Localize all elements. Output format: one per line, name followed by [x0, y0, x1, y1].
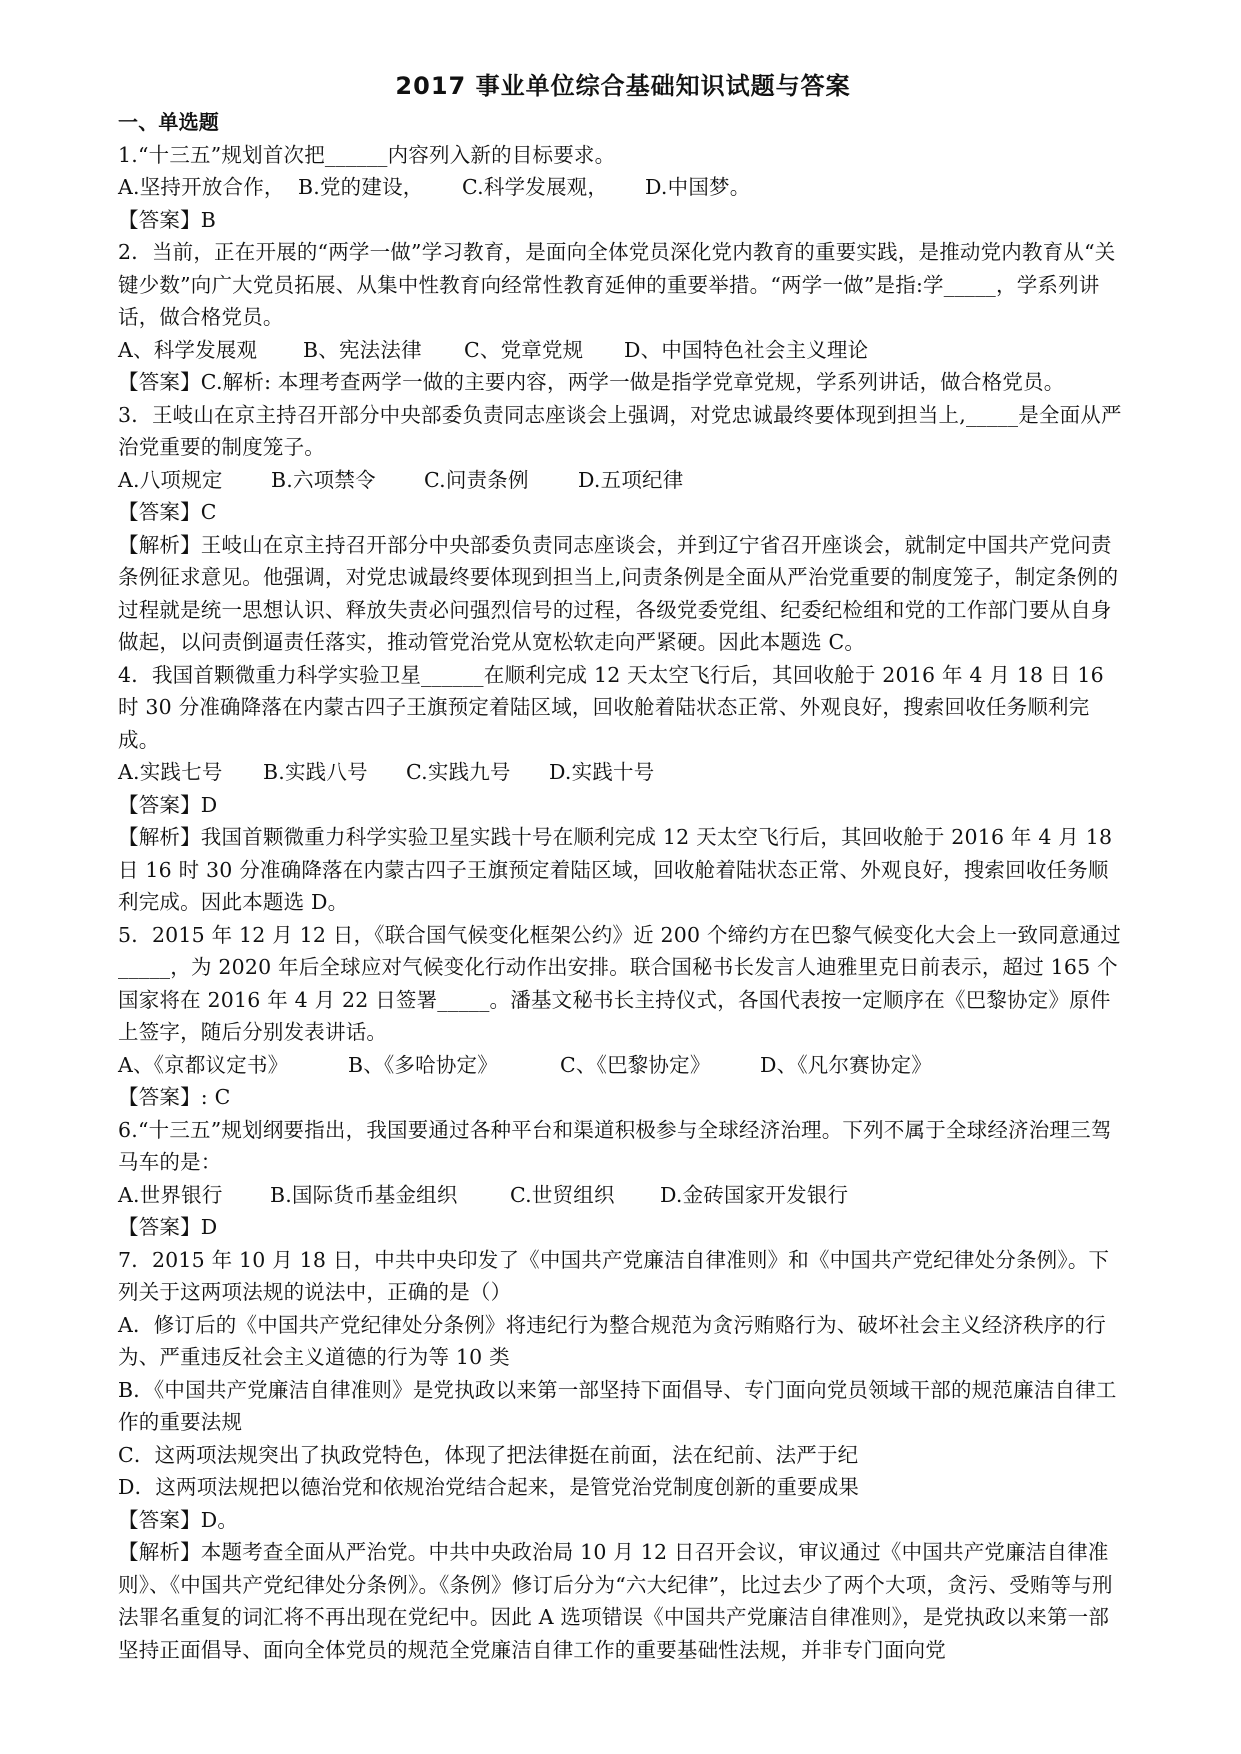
option-d-q7: D．这两项法规把以德治党和依规治党结合起来，是管党治党制度创新的重要成果	[118, 1475, 860, 1499]
answer-5: 【答案】: C	[118, 1085, 231, 1109]
option-c: C、《巴黎协定》	[560, 1052, 711, 1077]
question-6: 6.“十三五”规划纲要指出，我国要通过各种平台和渠道积极参与全球经济治理。下列不属于全球经济治理三驾马车的是：	[118, 1117, 1112, 1174]
options-q5	[118, 1049, 1128, 1082]
option-a: A.实践七号	[118, 760, 223, 784]
option-b: B、宪法法律	[303, 337, 422, 362]
answer-3: 【答案】C	[118, 500, 217, 524]
option-b: B、《多哈协定》	[348, 1052, 498, 1077]
option-b: B.六项禁令	[271, 467, 376, 492]
option-a: A.坚持开放合作，	[118, 175, 285, 199]
explanation-7: 【解析】本题考查全面从严治党。中共中央政治局 10 月 12 日召开会议，审议通过《中国共产党廉洁自律准则》、《中国共产党纪律处分条例》。《条例》修订后分为“六大纪律”，比过去少了两个大项，贪污、受贿等与刑法罪名重复的词汇将不再出现在党纪中。因此 A 选项错误《中国共产党廉洁自律准则》，是党执政以来第一部坚持正面倡导、面向全体党员的规范全党廉洁自律工作的重要基础性法规，并非专门面向党	[118, 1540, 1113, 1662]
option-b-q7: B．《中国共产党廉洁自律准则》是党执政以来第一部坚持下面倡导、专门面向党员领域干部的规范廉洁自律工作的重要法规	[118, 1377, 1117, 1434]
option-b: B.党的建设，	[298, 175, 424, 199]
options-q1	[118, 171, 1128, 204]
option-c: C.问责条例	[424, 467, 529, 492]
question-3: 3．王岐山在京主持召开部分中央部委负责同志座谈会上强调，对党忠诚最终要体现到担当上,_____是全面从严治党重要的制度笼子。	[118, 402, 1122, 459]
question-2: 2．当前，正在开展的“两学一做”学习教育，是面向全体党员深化党内教育的重要实践，是推动党内教育从“关键少数”向广大党员拓展、从集中性教育向经常性教育延伸的重要举措。“两学一做”是指:学_____，学系列讲话，做合格党员。	[118, 240, 1116, 329]
answer-4: 【答案】D	[118, 792, 218, 817]
answer-1: 【答案】B	[118, 207, 217, 232]
option-c: C.科学发展观，	[462, 175, 609, 199]
option-d: D.五项纪律	[578, 467, 684, 492]
page-title: 2017 事业单位综合基础知识试题与答案	[395, 72, 851, 100]
option-a: A.八项规定	[118, 467, 223, 492]
options-q2	[118, 334, 1128, 367]
option-b: B.国际货币基金组织	[270, 1182, 458, 1207]
option-d: D、《凡尔赛协定》	[760, 1052, 932, 1077]
question-4: 4．我国首颗微重力科学实验卫星______在顺利完成 12 天太空飞行后，其回收舱于 2016 年 4 月 18 日 16 时 30 分准确降落在内蒙古四子王旗预定着陆区域，回收舱着陆状态正常、外观良好，搜索回收任务顺利完成。	[118, 662, 1111, 752]
option-d: D、中国特色社会主义理论	[624, 337, 869, 362]
explanation-4: 【解析】我国首颗微重力科学实验卫星实践十号在顺利完成 12 天太空飞行后，其回收舱于 2016 年 4 月 18 日 16 时 30 分准确降落在内蒙古四子王旗预定着陆区域，回收舱着陆状态正常、外观良好，搜索回收任务顺利完成。因此本题选 D。	[118, 825, 1119, 914]
option-a: A.世界银行	[118, 1182, 223, 1207]
options-q3	[118, 464, 1128, 497]
option-c: C.世贸组织	[510, 1182, 615, 1207]
answer-7: 【答案】D。	[118, 1507, 239, 1532]
question-1: 1.“十三五”规划首次把______内容列入新的目标要求。	[118, 142, 616, 167]
option-a-q7: A．修订后的《中国共产党纪律处分条例》将违纪行为整合规范为贪污贿赂行为、破坏社会主义经济秩序的行为、严重违反社会主义道德的行为等 10 类	[118, 1312, 1106, 1369]
option-c: C、党章党规	[464, 337, 584, 362]
option-a: A、科学发展观	[118, 337, 258, 362]
answer-6: 【答案】D	[118, 1215, 218, 1239]
option-c: C.实践九号	[406, 760, 511, 784]
answer-2: 【答案】C.解析: 本理考查两学一做的主要内容，两学一做是指学党章党规，学系列讲话，做合格党员。	[118, 370, 1065, 394]
option-c-q7: C．这两项法规突出了执政党特色，体现了把法律挺在前面，法在纪前、法严于纪	[118, 1442, 859, 1467]
explanation-3: 【解析】王岐山在京主持召开部分中央部委负责同志座谈会，并到辽宁省召开座谈会，就制定中国共产党问责条例征求意见。他强调，对党忠诚最终要体现到担当上,问责条例是全面从严治党重要的制度笼子，制定条例的过程就是统一思想认识、释放失责必问强烈信号的过程，各级党委党组、纪委纪检组和党的工作部门要从自身做起，以问责倒逼责任落实，推动管党治党从宽松软走向严紧硬。因此本题选 C。	[118, 532, 1119, 654]
question-7: 7．2015 年 10 月 18 日，中共中央印发了《中国共产党廉洁自律准则》和《中国共产党纪律处分条例》。下列关于这两项法规的说法中，正确的是（）	[118, 1247, 1110, 1304]
options-q4	[118, 756, 1128, 789]
option-d: D.中国梦。	[645, 175, 751, 199]
section-heading: 一、单选题	[118, 110, 219, 134]
option-d: D.实践十号	[549, 760, 655, 784]
option-a: A、《京都议定书》	[118, 1052, 289, 1077]
question-5: 5．2015 年 12 月 12 日，《联合国气候变化框架公约》近 200 个缔约方在巴黎气候变化大会上一致同意通过_____，为 2020 年后全球应对气候变化行动作出安排。联合国秘书长发言人迪雅里克日前表示，超过 165 个国家将在 2016 年 4 月 22 日签署_____。潘基文秘书长主持仪式，各国代表按一定顺序在《巴黎协定》原件上签字，随后分别发表讲话。	[118, 922, 1121, 1044]
options-q6	[118, 1179, 1128, 1212]
document-page	[118, 70, 1128, 1666]
option-d: D.金砖国家开发银行	[660, 1182, 849, 1207]
option-b: B.实践八号	[263, 760, 368, 784]
